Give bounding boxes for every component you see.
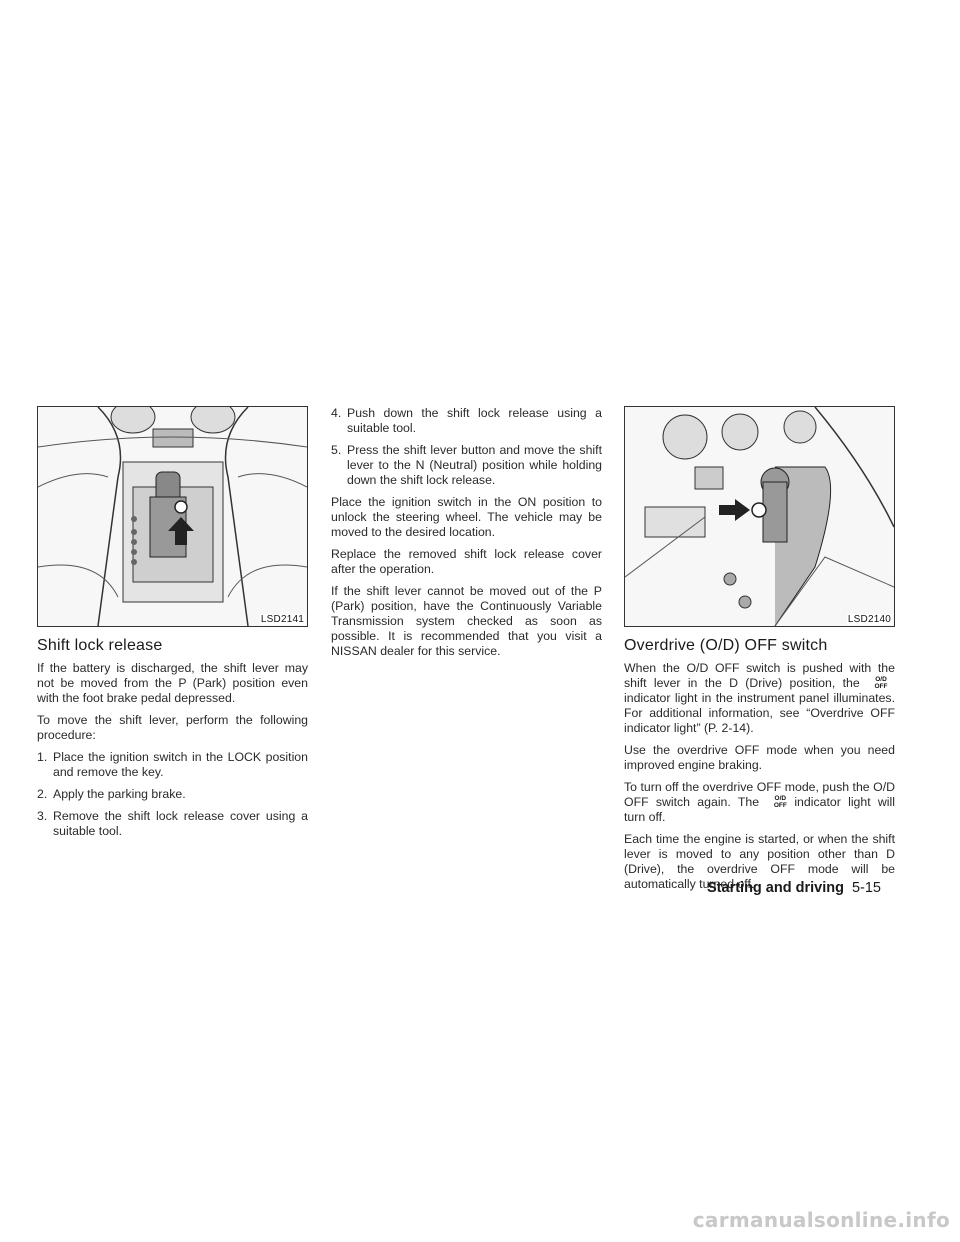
middle-column (331, 406, 602, 666)
watermark: carmanualsonline.info (692, 1208, 950, 1232)
step-5: 5. Press the shift lever button and move the shift lever to the N (Neutral) position while holding down the shift lock release. (331, 443, 602, 487)
overdrive-paragraph-2: Use the overdrive OFF mode when you need improved engine braking. (624, 743, 895, 772)
overdrive-paragraph-3: To turn off the overdrive OFF mode, push the O/D OFF switch again. The O/D OFF indicator light will turn off. (624, 780, 895, 824)
dealer-paragraph: If the shift lever cannot be moved out of the P (Park) position, have the Continuously Variable Transmission system checked as soon as possible. It is recommended that you visit a NISSAN dealer for this service. (331, 584, 602, 658)
shift-lock-intro: If the battery is discharged, the shift lever may not be moved from the P (Park) position even with the foot brake pedal depressed. (37, 661, 308, 705)
page-footer (707, 880, 897, 896)
od-off-indicator-icon: O/D OFF (874, 676, 888, 690)
shift-lock-heading: Shift lock release (37, 637, 163, 654)
procedure-intro: To move the shift lever, perform the following procedure: (37, 713, 308, 742)
step-4: 4. Push down the shift lock release using a suitable tool. (331, 406, 602, 435)
page-number: 5-15 (851, 880, 881, 896)
overdrive-paragraph-4: Each time the engine is started, or when the shift lever is moved to any position other than D (Drive), the overdrive OFF mode will be automatically turned off. (624, 832, 895, 891)
footer-section: Starting and driving (707, 880, 844, 896)
ignition-on-paragraph: Place the ignition switch in the ON position to unlock the steering wheel. The vehicle may be moved to the desired location. (331, 495, 602, 539)
od-switch-illustration (624, 406, 895, 627)
replace-cover-paragraph: Replace the removed shift lock release cover after the operation. (331, 547, 602, 576)
step-1: 1. Place the ignition switch in the LOCK position and remove the key. (37, 750, 308, 779)
overdrive-paragraph-1: When the O/D OFF switch is pushed with the shift lever in the D (Drive) position, the O/D OFFindicator light in the instrument panel illuminates. For additional information, see “Overdrive OFF indicator light” (P. 2-14). (624, 661, 895, 735)
step-3: 3. Remove the shift lock release cover using a suitable tool. (37, 809, 308, 838)
left-column (37, 406, 308, 846)
shift-lock-drawing (38, 407, 307, 626)
shift-lock-illustration (37, 406, 308, 627)
od-switch-drawing (625, 407, 894, 626)
step-2: 2. Apply the parking brake. (37, 787, 186, 801)
overdrive-heading: Overdrive (O/D) OFF switch (624, 637, 828, 654)
right-column (624, 406, 895, 899)
figure-code: LSD2140 (847, 614, 891, 625)
od-off-indicator-icon: O/D OFF (773, 795, 787, 809)
figure-code: LSD2141 (260, 614, 304, 625)
